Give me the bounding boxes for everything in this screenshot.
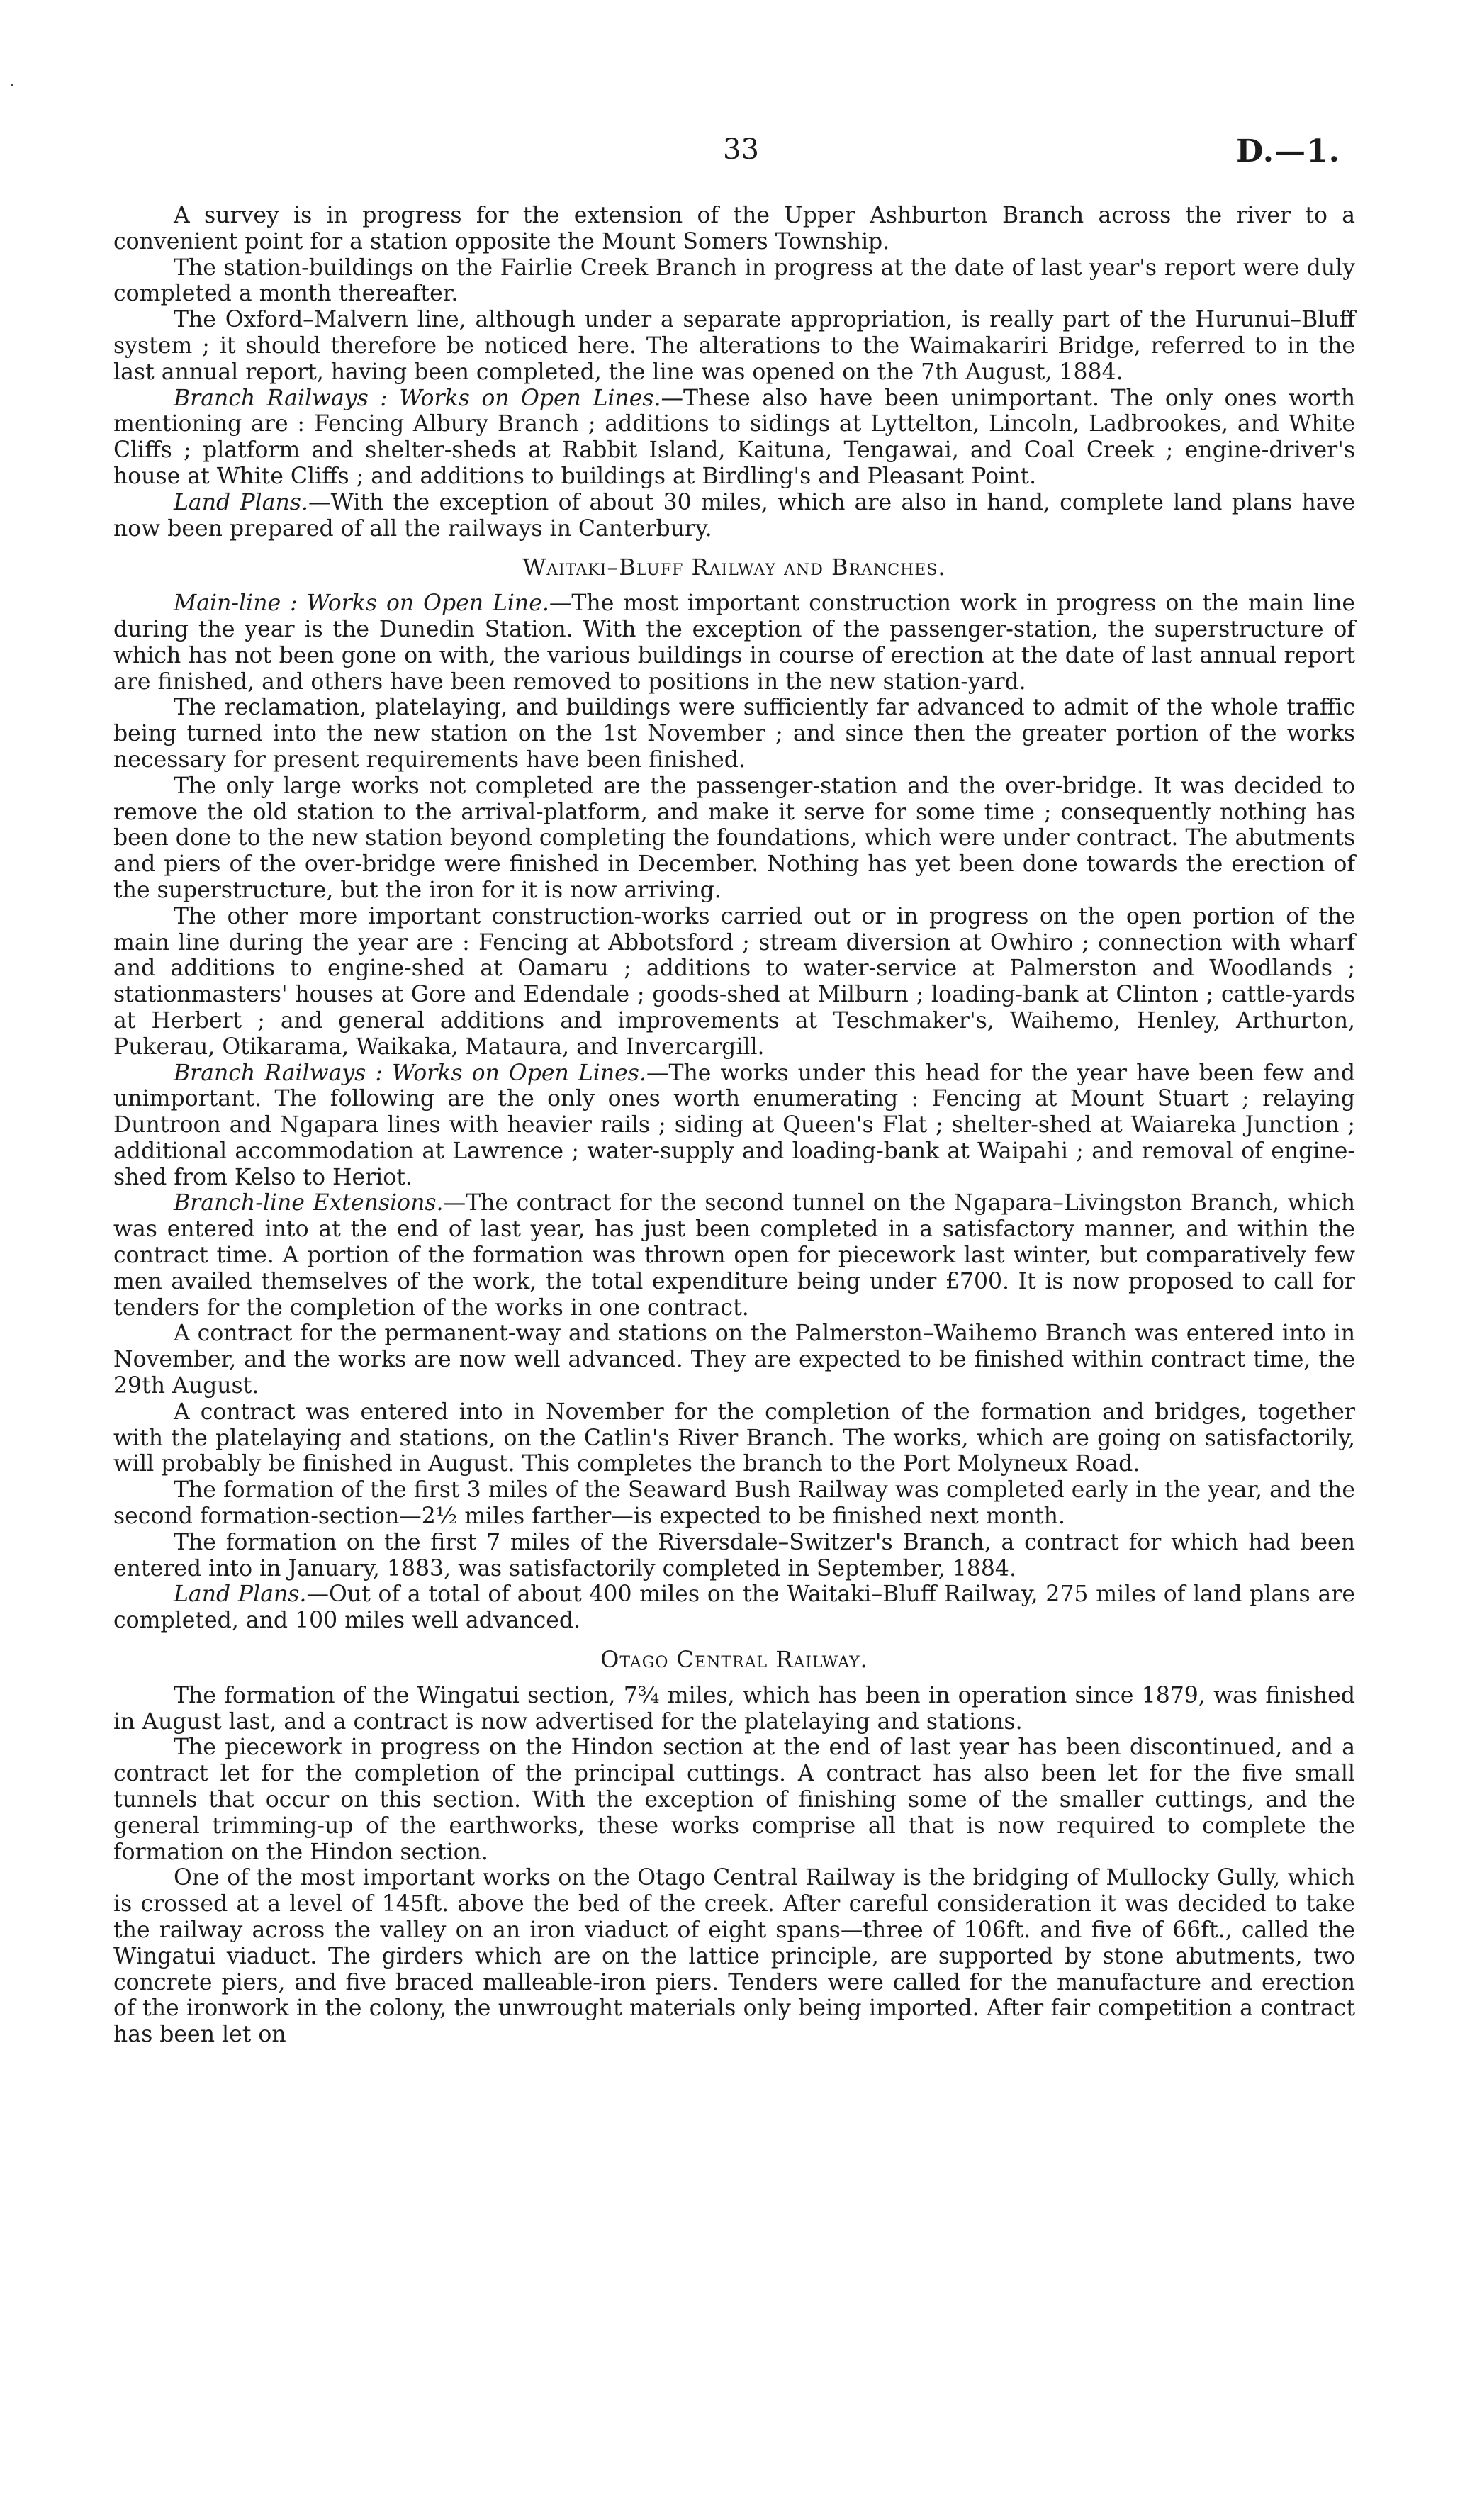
paragraph-lead: Land Plans. <box>174 489 308 515</box>
paragraph <box>113 1190 1355 1321</box>
page-number: 33 <box>723 133 759 166</box>
paragraph-text: The formation of the first 3 miles of the Seaward Bush Railway was completed early in the year, and the second formation-section—2½ miles farther—is expected to be finished next month. <box>113 1477 1355 1530</box>
paragraph <box>113 773 1355 904</box>
section-heading-otago-central: Otago Central Railway. <box>600 1646 868 1674</box>
paragraph <box>113 1683 1355 1735</box>
paragraph <box>113 307 1355 385</box>
paragraph-lead: Branch Railways : Works on Open Lines. <box>174 1060 646 1086</box>
paragraph <box>113 1060 1355 1191</box>
paragraph-text: A survey is in progress for the extension of the Upper Ashburton Branch across the river to a convenient point for a station opposite the Mount Somers Township. <box>113 203 1355 254</box>
paragraph <box>113 695 1355 773</box>
paragraph <box>113 1399 1355 1477</box>
document-reference: D.—1. <box>1236 133 1340 169</box>
paragraph <box>113 203 1355 255</box>
paragraph-lead: Main-line : Works on Open Line. <box>174 590 549 617</box>
paragraph-lead: Land Plans. <box>174 1581 307 1608</box>
paragraph <box>113 1581 1355 1634</box>
paragraph <box>113 904 1355 1060</box>
paragraph-text: —With the exception of about 30 miles, which are also in hand, complete land plans have now been prepared of all the railways in Canterbury. <box>113 489 1355 542</box>
paragraph-text: —These also have been unimportant. The only ones worth mentioning are : Fencing Albury Branch ; additions to sidings at Lyttelton, Lincoln, Ladbrookes, and White Cliffs ; platform and shelter-sheds at Rabbit Island, Kaituna, Tengawai, and Coal Creek ; engine-driver's house at White Cliffs ; and additions to buildings at Birdling's and Pleasant Point. <box>113 385 1355 489</box>
paragraph <box>113 490 1355 542</box>
paragraph-text: The piecework in progress on the Hindon section at the end of last year has been discontinued, and a contract let for the completion of the principal cuttings. A contract has also been let for the five small tunnels that occur on this section. With the exception of finishing some of the smaller cuttings, and the general trimming-up of the earthworks, these works comprise all that is now required to complete the formation on the Hindon section. <box>113 1735 1355 1865</box>
paragraph-text: The other more important construction-works carried out or in progress on the open portion of the main line during the year are : Fencing at Abbotsford ; stream diversion at Owhiro ; connection with wharf and additions to engine-shed at Oamaru ; additions to water-service at Palmerston and Woodlands ; stationmasters' houses at Gore and Edendale ; goods-shed at Milburn ; loading-bank at Clinton ; cattle-yards at Herbert ; and general additions and improvements at Teschmaker's, Waihemo, Henley, Arthurton, Pukerau, Otikarama, Waikaka, Mataura, and Invercargill. <box>113 903 1355 1060</box>
body-text <box>113 203 1355 2048</box>
paragraph-text: The only large works not completed are the passenger-station and the over-bridge. It was decided to remove the old station to the arrival-platform, and make it serve for some time ; consequently nothing has been done to the new station beyond completing the foundations, which were under contract. The abutments and piers of the over-bridge were finished in December. Nothing has yet been done towards the erection of the superstructure, but the iron for it is now arriving. <box>113 773 1355 903</box>
paragraph <box>113 386 1355 490</box>
paragraph <box>113 590 1355 695</box>
paragraph <box>113 1735 1355 1865</box>
paragraph-lead: Branch Railways : Works on Open Lines. <box>174 385 661 411</box>
paragraph-text: A contract was entered into in November for the completion of the formation and bridges, together with the platelaying and stations, on the Catlin's River Branch. The works, which are going on satisfactorily, will probably be finished in August. This completes the branch to the Port Molyneux Road. <box>113 1399 1355 1477</box>
paragraph-lead: Branch-line Extensions. <box>174 1190 444 1216</box>
paragraph <box>113 1530 1355 1582</box>
paragraph-text: One of the most important works on the Otago Central Railway is the bridging of Mullocky Gully, which is crossed at a level of 145ft. above the bed of the creek. After careful consideration it was decided to take the railway across the valley on an iron viaduct of eight spans—three of 106ft. and five of 66ft., called the Wingatui viaduct. The girders which are on the lattice principle, are supported by stone abutments, two concrete piers, and five braced malleable-iron piers. Tenders were called for the manufacture and erection of the ironwork in the colony, the unwrought materials only being imported. After fair competition a contract has been let on <box>113 1865 1355 2048</box>
page-header <box>0 133 1482 176</box>
section-heading-waitaki-bluff: Waitaki–Bluff Railway and Branches. <box>522 554 946 581</box>
paragraph-text: —The works under this head for the year have been few and unimportant. The following are the only ones worth enumerating : Fencing at Mount Stuart ; relaying Duntroon and Ngapara lines with heavier rails ; siding at Queen's Flat ; shelter-shed at Waiareka Junction ; additional accommodation at Lawrence ; water-supply and loading-bank at Waipahi ; and removal of engine-shed from Kelso to Heriot. <box>113 1060 1355 1190</box>
paragraph-text: —The contract for the second tunnel on the Ngapara–Livingston Branch, which was entered into at the end of last year, has just been completed in a satisfactory manner, and within the contract time. A portion of the formation was thrown open for piecework last winter, but comparatively few men availed themselves of the work, the total expenditure being under £700. It is now proposed to call for tenders for the completion of the works in one contract. <box>113 1190 1355 1321</box>
paragraph <box>113 1865 1355 2048</box>
paragraph-text: The station-buildings on the Fairlie Creek Branch in progress at the date of last year's report were duly completed a month thereafter. <box>113 254 1355 307</box>
paragraph <box>113 1477 1355 1530</box>
paragraph <box>113 255 1355 308</box>
paragraph-text: The formation of the Wingatui section, 7¾ miles, which has been in operation since 1879, was finished in August last, and a contract is now advertised for the platelaying and stations. <box>113 1682 1355 1735</box>
paragraph-text: —The most important construction work in progress on the main line during the year is the Dunedin Station. With the exception of the passenger-station, the superstructure of which has not been gone on with, the various buildings in course of erection at the date of last annual report are finished, and others have been removed to positions in the new station-yard. <box>113 590 1355 695</box>
paragraph-text: A contract for the permanent-way and stations on the Palmerston–Waihemo Branch was entered into in November, and the works are now well advanced. They are expected to be finished within contract time, the 29th August. <box>113 1321 1355 1399</box>
paragraph-text: The Oxford–Malvern line, although under a separate appropriation, is really part of the Hurunui–Bluff system ; it should therefore be noticed here. The alterations to the Waimakariri Bridge, referred to in the last annual report, having been completed, the line was opened on the 7th August, 1884. <box>113 307 1355 385</box>
paragraph-text: —Out of a total of about 400 miles on the Waitaki–Bluff Railway, 275 miles of land plans are completed, and 100 miles well advanced. <box>113 1581 1355 1634</box>
paragraph-text: The reclamation, platelaying, and buildings were sufficiently far advanced to admit of the whole traffic being turned into the new station on the 1st November ; and since then the greater portion of the works necessary for present requirements have been finished. <box>113 695 1355 773</box>
paragraph-text: The formation on the first 7 miles of the Riversdale–Switzer's Branch, a contract for which had been entered into in January, 1883, was satisfactorily completed in September, 1884. <box>113 1529 1355 1581</box>
paper-speck <box>11 84 13 86</box>
paragraph <box>113 1321 1355 1399</box>
